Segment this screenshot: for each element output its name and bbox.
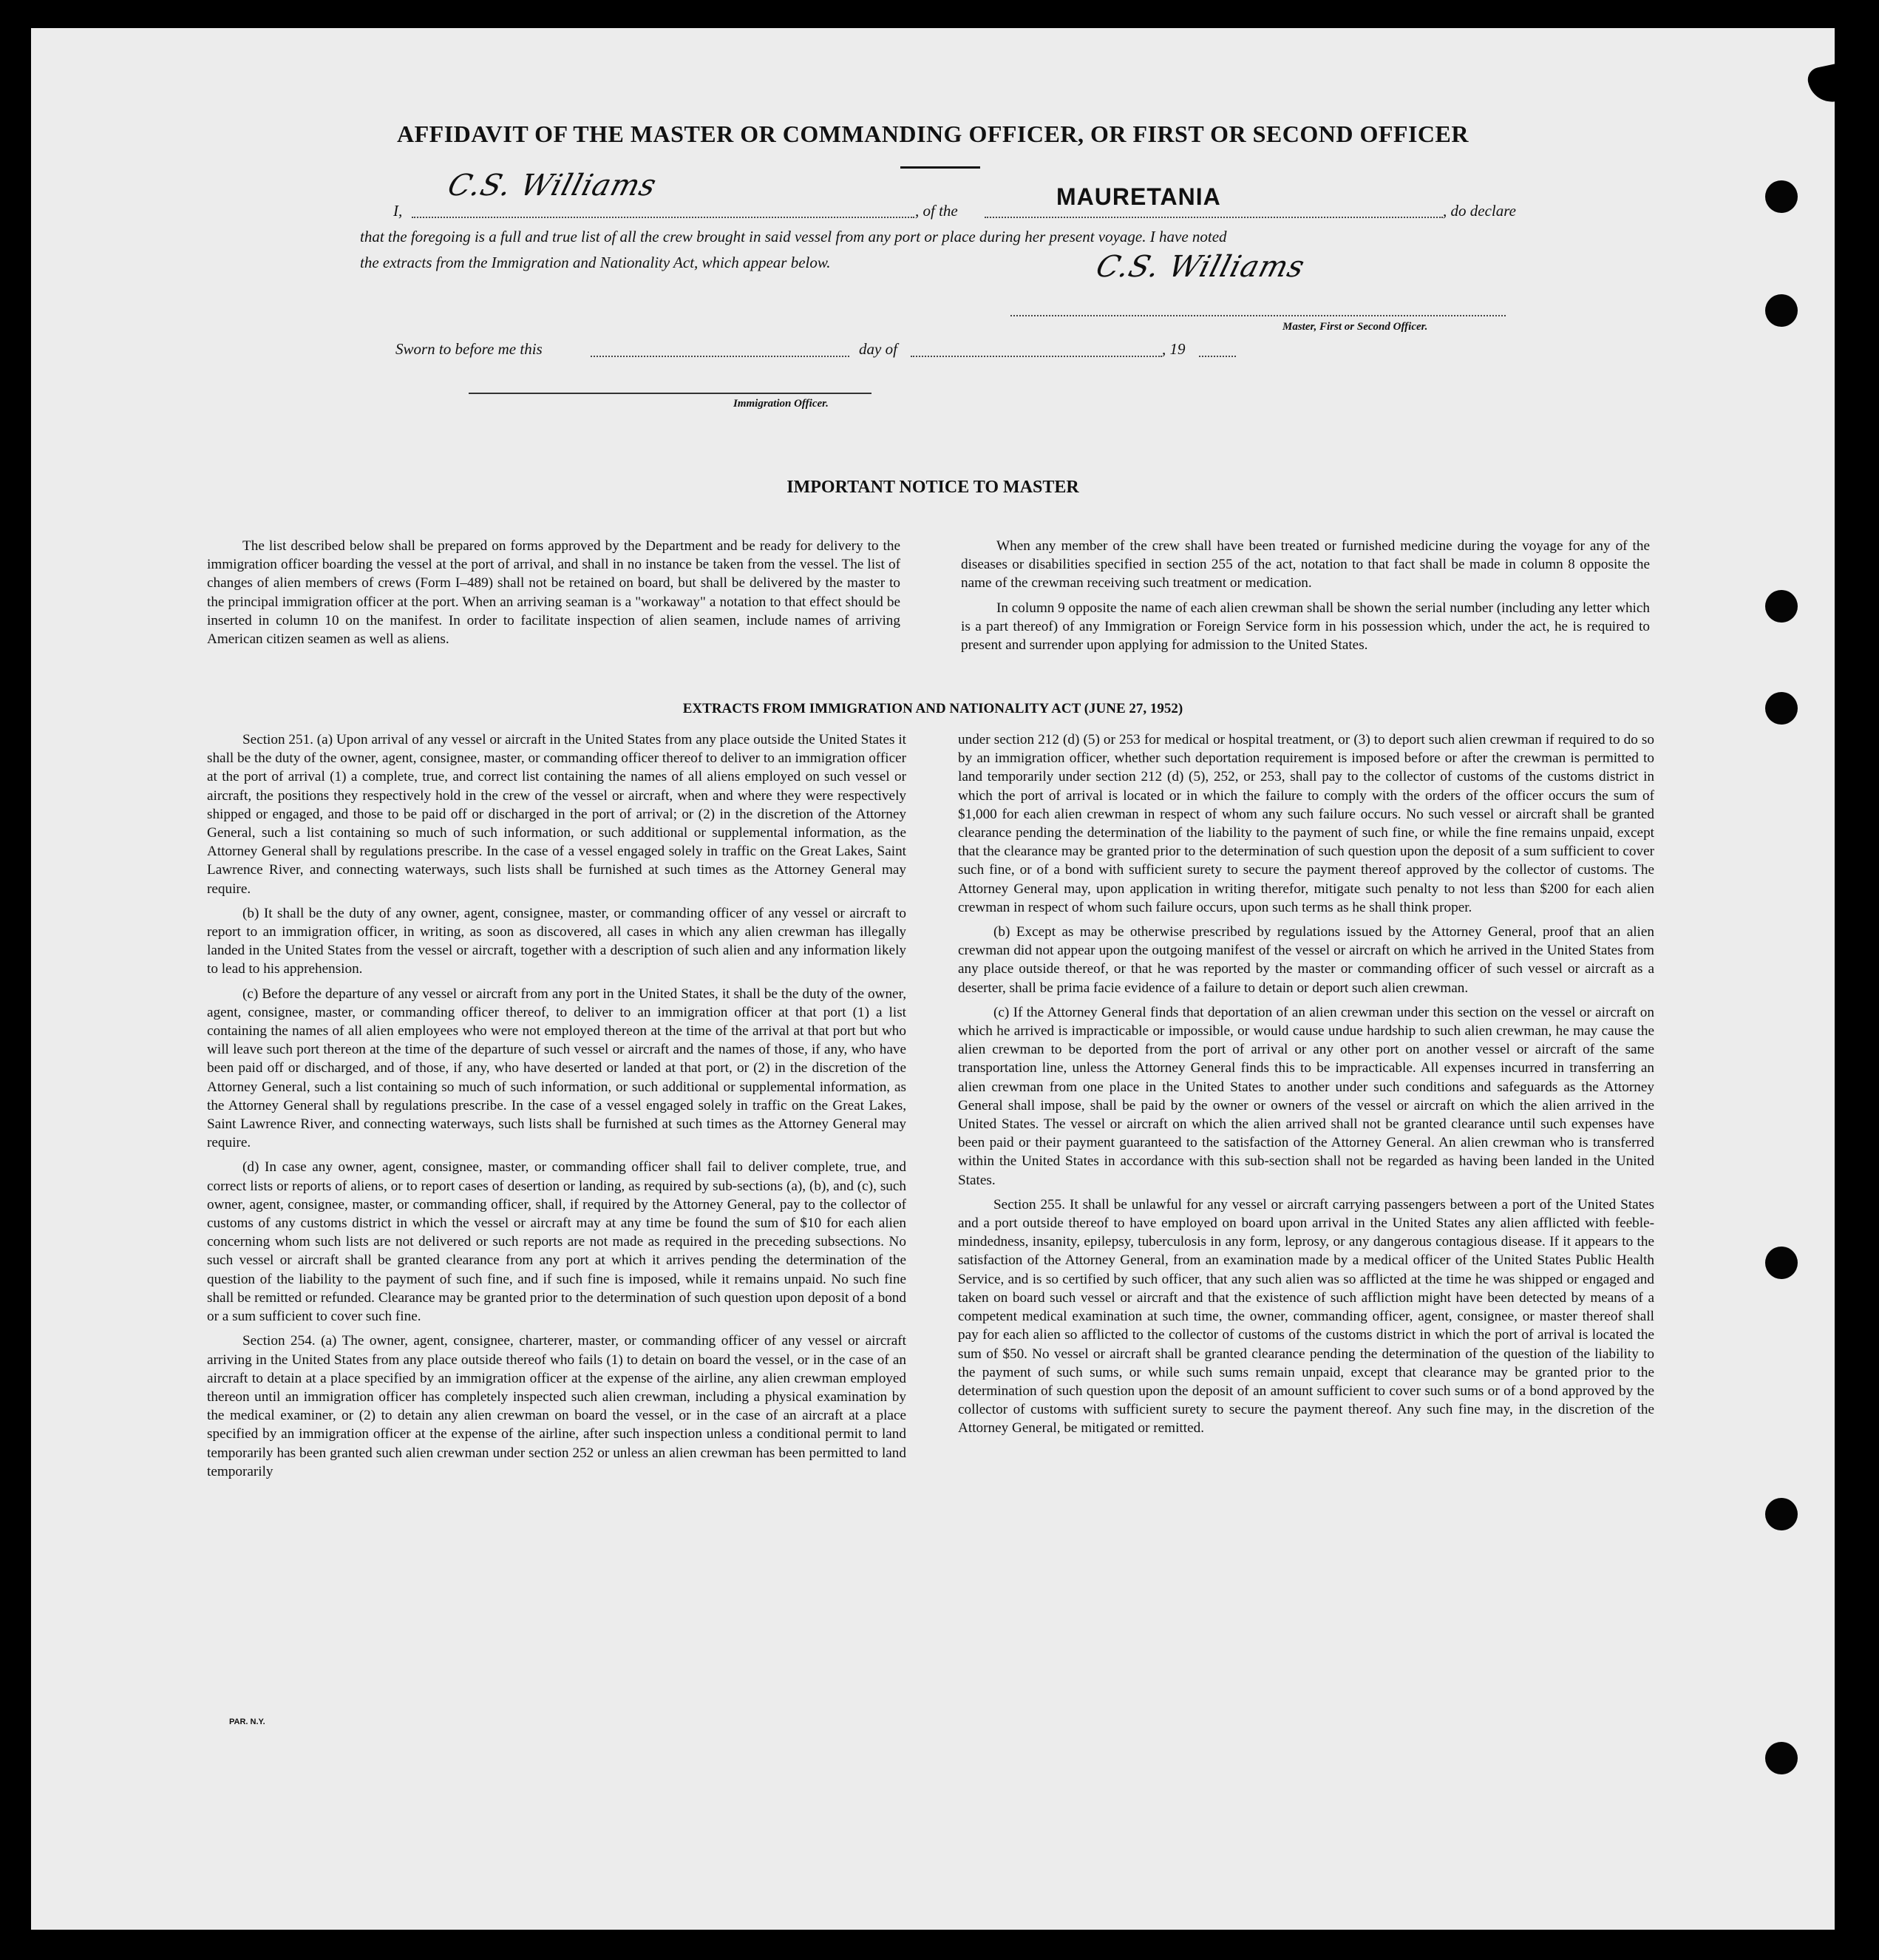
section-254-a: Section 254. (a) The owner, agent, consignee, charterer, master, or commanding officer of any vessel or aircraft arriving in the United States from any place outside thereof who fails (1) to detain on board the vessel, or in the case of an aircraft to detain at a place specified by an immigration officer at the expense of the airline, any alien crewman employed thereon until an immigration officer has completely inspected such alien crewman, including a physical examination by the medical examiner, or (2) to detain any alien crewman on board the vessel, or in the case of an aircraft at a place specified by an immigration officer at the expense of the airline, after such inspection unless a conditional permit to land temporarily has been granted such alien crewman under section 252 or unless an alien crewman has been permitted to land temporarily: [207, 1333, 906, 1479]
punch-hole: [1765, 1247, 1798, 1279]
notice-right-paragraph-1: When any member of the crew shall have been treated or furnished medicine during the voyage for any of the diseases or disabilities specified in section 255 of the act, notation to that fact shall be made in column 8 opposite the name of the crewman receiving such treatment or medication.: [961, 538, 1650, 591]
section-251-b: (b) It shall be the duty of any owner, agent, consignee, master, or commanding officer of any vessel or aircraft to report to an immigration officer, in writing, as soon as discovered, all cases in which any alien crewman has illegally landed in the United States from the vessel or aircraft, together with a description of such alien and any information likely to lead to his apprehension.: [207, 905, 906, 977]
sworn-month-line: [911, 356, 1162, 357]
declaration-prefix: I,: [393, 202, 403, 220]
declaration-line-2: that the foregoing is a full and true list of all the crew brought in said vessel from any port or place during her present voyage. I have noted: [360, 228, 1227, 245]
title-rule: [900, 166, 980, 169]
signature-label: Master, First or Second Officer.: [1282, 321, 1428, 333]
day-of-label: day of: [859, 340, 897, 358]
signature-line: [1010, 315, 1506, 316]
of-the-label: , of the: [915, 202, 958, 220]
punch-hole: [1765, 1498, 1798, 1530]
master-signature: C.S. Williams: [1092, 250, 1309, 284]
extracts-right-column: [958, 730, 1654, 1438]
sworn-year-line: [1199, 356, 1236, 357]
notice-left-paragraph: The list described below shall be prepared on forms approved by the Department and be ready for delivery to the immigration officer boarding the vessel at the port of arrival, and shall in no instance be taken from the vessel. The list of changes of alien members of crews (Form I–489) shall not be retained on board, but shall be delivered by the master to the principal immigration officer at the port. When an arriving seaman is a "workaway" a notation to that effect should be inserted in column 10 on the manifest. In order to facilitate inspection of alien seamen, include names of arriving American citizen seamen as well as aliens.: [207, 538, 900, 648]
notice-title: IMPORTANT NOTICE TO MASTER: [786, 478, 1079, 497]
printer-mark: PAR. N.Y.: [229, 1717, 265, 1726]
torn-corner: [1806, 58, 1835, 106]
do-declare-label: , do declare: [1443, 202, 1516, 220]
section-254-a-continued: under section 212 (d) (5) or 253 for medical or hospital treatment, or (3) to deport such alien crewman if required to do so by an immigration officer, whether such deportation requirement is imposed before or after the crewman is permitted to land temporarily under section 212 (d) (5), 252, or 253, shall pay to the collector of customs of the customs district in which the port of arrival is located or in which the failure to comply with the orders of the officer occurs the sum of $1,000 for each alien crewman in respect of whom any such failure occurs. No such vessel or aircraft shall be granted clearance pending the determination of the liability to the payment of such fine, or while the fine remains unpaid, except that the clearance may be granted prior to the determination of such question upon the deposit of a sum sufficient to cover such fine, or of a bond with sufficient surety to secure the payment thereof approved by the collector of customs. The Attorney General may, upon application in writing therefor, mitigate such penalty to not less than $200 for each alien crewman in respect of whom such failure occurs, upon such terms as he shall think proper.: [958, 732, 1654, 915]
year-label: , 19: [1162, 340, 1186, 358]
vessel-line: [985, 217, 1443, 218]
officer-label: Immigration Officer.: [733, 398, 829, 410]
sworn-prefix: Sworn to before me this: [395, 340, 543, 358]
notice-left-column: [207, 537, 900, 648]
section-251-c: (c) Before the departure of any vessel or aircraft from any port in the United States, it shall be the duty of the owner, agent, consignee, master, or commanding officer thereof, to deliver to an immigration officer at that port (1) a list containing the names of all alien employees who were not employed thereon at the time of the arrival at that port but who will leave such port thereon at the time of the departure of such vessel or aircraft and the names of those, if any, who have been paid off or discharged, and of those, if any, who have deserted or landed at that port, or (2) in the discretion of the Attorney General, such a list containing so much of such information, or such additional or supplemental information, as the Attorney General shall by regulations prescribe. In the case of a vessel engaged solely in traffic on the Great Lakes, Saint Lawrence River, and connecting waterways, such lists shall be furnished at such times as the Attorney General may require.: [207, 986, 906, 1151]
punch-hole: [1765, 590, 1798, 623]
notice-right-paragraph-2: In column 9 opposite the name of each alien crewman shall be shown the serial number (including any letter which is a part thereof) of any Immigration or Foreign Service form in his possession which, under the act, he is required to present and surrender upon applying for admission to the United States.: [961, 600, 1650, 654]
declaration-line-3: the extracts from the Immigration and Nationality Act, which appear below.: [360, 254, 831, 271]
document-page: [31, 28, 1835, 1930]
sworn-date-line: [591, 356, 849, 357]
section-254-b: (b) Except as may be otherwise prescribed by regulations issued by the Attorney General, proof that an alien crewman did not appear upon the outgoing manifest of the vessel or aircraft on which he arrived in the United States from any place outside thereof, or that he was reported by the master or commanding officer of such vessel or aircraft as a deserter, shall be prima facie evidence of a failure to detain or deport such alien crewman.: [958, 924, 1654, 996]
extracts-title: EXTRACTS FROM IMMIGRATION AND NATIONALITY ACT (JUNE 27, 1952): [682, 701, 1183, 716]
section-255: Section 255. It shall be unlawful for any vessel or aircraft carrying passengers between a port of the United States and a port outside thereof to have employed on board upon arrival in the United States any alien afflicted with feeble-mindedness, insanity, epilepsy, tuberculosis in any form, leprosy, or any dangerous contagious disease. If it appears to the satisfaction of the Attorney General, from an examination made by a medical officer of the United States Public Health Service, and is so certified by such officer, that any such alien was so afflicted at the time he was shipped or engaged and taken on board such vessel or aircraft and that the existence of such affliction might have been detected by means of a competent medical examination at such time, the owner, commanding officer, agent, consignee, or master thereof shall pay for each alien so afflicted to the collector of customs of the customs district in which the port of arrival is located the sum of $50. No vessel or aircraft shall be granted clearance pending the determination of the question of the liability to the payment of such sums, or while such sums remain unpaid, except that clearance may be granted prior to the determination of such question upon the deposit of an amount sufficient to cover such sums or of a bond approved by the collector of customs with sufficient surety to secure the payment thereof. Any such fine may, in the discretion of the Attorney General, be mitigated or remitted.: [958, 1196, 1654, 1437]
signer-handwritten-name: C.S. Williams: [444, 169, 661, 203]
vessel-name: MAURETANIA: [1056, 183, 1221, 210]
affidavit-title: AFFIDAVIT OF THE MASTER OR COMMANDING OFFICER, OR FIRST OR SECOND OFFICER: [397, 121, 1469, 147]
punch-hole: [1765, 294, 1798, 327]
section-251-d: (d) In case any owner, agent, consignee, master, or commanding officer shall fail to deliver complete, true, and correct lists or reports of aliens, or to report cases of desertion or landing, as required by sub-sections (a), (b), and (c), such owner, agent, consignee, master, or commanding officer, shall, if required by the Attorney General, pay to the collector of customs of any customs district in which the vessel or aircraft may at any time be found the sum of $10 for each alien concerning whom such lists are not delivered or such reports are not made as required in the preceding subsections. No such vessel or aircraft shall be granted clearance from any port at which it arrives pending the determination of the question of the liability to the payment of such fine, and if such fine is imposed, while it remains unpaid. No such fine shall be remitted or refunded. Clearance may be granted prior to the determination of such question upon deposit of a bond or a sum sufficient to cover such fine.: [207, 1159, 906, 1325]
signer-line: [412, 217, 914, 218]
punch-hole: [1765, 180, 1798, 213]
section-254-c: (c) If the Attorney General finds that deportation of an alien crewman under this section on the vessel or aircraft on which he arrived is impracticable or impossible, or would cause undue hardship to such alien crewman, he may cause the alien crewman to be deported from the port of arrival or any other port on another vessel or aircraft of the same transportation line, unless the Attorney General finds this to be impracticable. All expenses incurred in transferring an alien crewman from one place in the United States to another under such conditions and safeguards as the Attorney General shall impose, shall be paid by the owner or owners of the vessel or aircraft on which the alien arrived in the United States. The vessel or aircraft on which the alien arrived shall not be granted clearance until such expenses have been paid or their payment guaranteed to the satisfaction of the Attorney General. An alien crewman who is transferred within the United States in accordance with this sub-section shall not be regarded as having been landed in the United States.: [958, 1004, 1654, 1188]
officer-signature-line: [469, 393, 871, 394]
notice-right-column: [961, 537, 1650, 654]
punch-hole: [1765, 1742, 1798, 1774]
section-251-a: Section 251. (a) Upon arrival of any vessel or aircraft in the United States from any place outside the United States it shall be the duty of the owner, agent, consignee, master, or commanding officer thereof to deliver to an immigration officer at the port of arrival (1) a complete, true, and correct list containing the names of all aliens employed on such vessel or aircraft, the positions they respectively hold in the crew of the vessel or aircraft, when and where they were respectively shipped or engaged, and those to be paid off or discharged in the port of arrival; or (2) in the discretion of the Attorney General, such a list containing so much of such information, or such additional or supplemental information, as the Attorney General shall by regulations prescribe. In the case of a vessel engaged solely in traffic on the Great Lakes, Saint Lawrence River, and connecting waterways, such lists shall be furnished at such times as the Attorney General may require.: [207, 732, 906, 897]
extracts-left-column: [207, 730, 906, 1481]
